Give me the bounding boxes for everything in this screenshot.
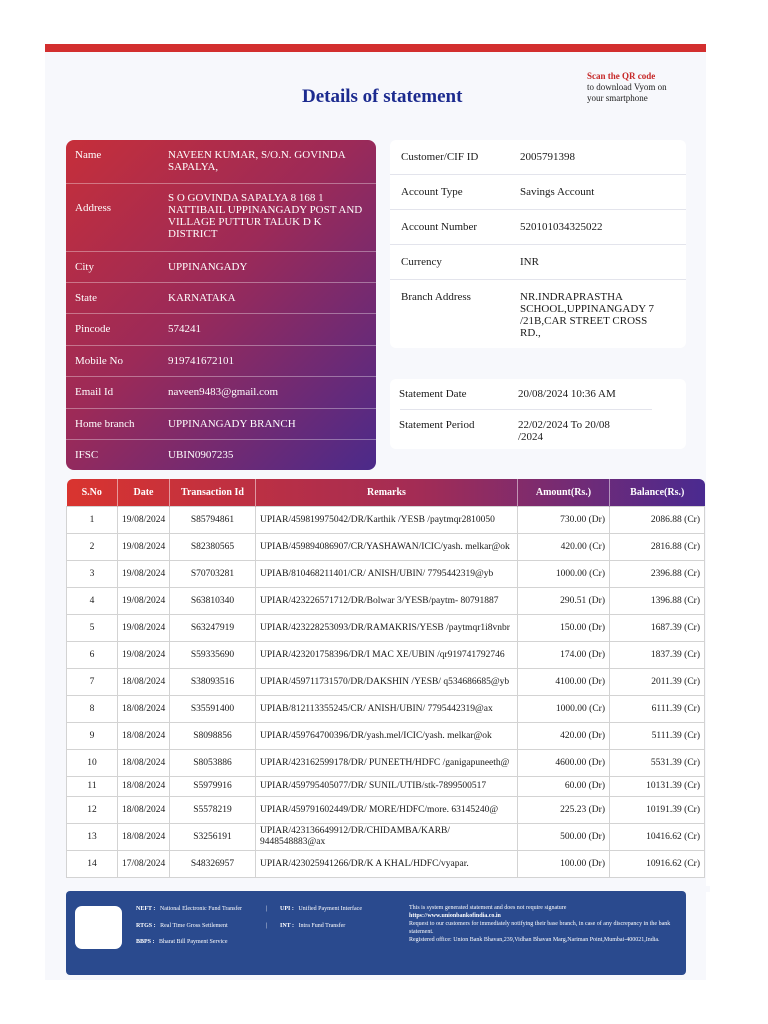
cell-date: 19/08/2024 [118, 588, 170, 615]
cell-remarks: UPIAR/423201758396/DR/I MAC XE/UBIN /qr919741792746 [256, 642, 518, 669]
cell-amount: 1000.00 (Cr) [518, 696, 610, 723]
cell-amount: 100.00 (Dr) [518, 851, 610, 878]
ifsc-value: UBIN0907235 [168, 449, 234, 461]
cell-balance: 10916.62 (Cr) [610, 851, 705, 878]
customer-row-mobile [66, 345, 376, 377]
cell-sno: 9 [67, 723, 118, 750]
table-row [67, 534, 705, 561]
cell-date: 18/08/2024 [118, 824, 170, 851]
cell-amount: 4100.00 (Dr) [518, 669, 610, 696]
statement-date-value: 20/08/2024 10:36 AM [518, 388, 616, 400]
account-details-card [390, 140, 686, 348]
statement-date-label: Statement Date [399, 388, 467, 400]
cell-date: 19/08/2024 [118, 534, 170, 561]
cell-balance: 2816.88 (Cr) [610, 534, 705, 561]
statement-period-value: 22/02/2024 To 20/08 /2024 [518, 419, 610, 443]
table-row [67, 696, 705, 723]
cell-txn-id: S5979916 [170, 777, 256, 797]
cell-remarks: UPIAR/459819975042/DR/Karthik /YESB /paytmqr2810050 [256, 507, 518, 534]
cell-sno: 4 [67, 588, 118, 615]
col-amount-header: Amount(Rs.) [518, 479, 610, 507]
city-value: UPPINANGADY [168, 261, 248, 273]
customer-row-ifsc [66, 439, 376, 470]
glossary-upi [280, 905, 362, 913]
cell-balance: 1396.88 (Cr) [610, 588, 705, 615]
cell-balance: 1687.39 (Cr) [610, 615, 705, 642]
cell-txn-id: S63810340 [170, 588, 256, 615]
name-label: Name [75, 149, 102, 161]
table-header-row [67, 479, 705, 507]
registered-office: Registered office: Union Bank Bhavan,239,Vidhan Bhavan Marg,Nariman Point,Mumbai-400021,India. [409, 937, 660, 943]
glossary-rtgs [136, 922, 228, 930]
table-row [67, 824, 705, 851]
statement-info-card [390, 379, 686, 449]
cell-remarks: UPIAB/810468211401/CR/ ANISH/UBIN/ 7795442319@yb [256, 561, 518, 588]
cell-date: 19/08/2024 [118, 642, 170, 669]
cif-label: Customer/CIF ID [401, 151, 479, 163]
table-row [67, 777, 705, 797]
customer-row-email [66, 376, 376, 409]
cell-sno: 11 [67, 777, 118, 797]
cell-date: 18/08/2024 [118, 696, 170, 723]
col-txn-id-header: Transaction Id [170, 479, 256, 507]
cell-remarks: UPIAR/459711731570/DR/DAKSHIN /YESB/ q534686685@yb [256, 669, 518, 696]
bank-logo [75, 906, 122, 949]
cell-txn-id: S48326957 [170, 851, 256, 878]
divider [390, 244, 686, 245]
transactions-table [66, 479, 705, 878]
cell-sno: 14 [67, 851, 118, 878]
cell-date: 17/08/2024 [118, 851, 170, 878]
cell-balance: 5531.39 (Cr) [610, 750, 705, 777]
statement-period-label: Statement Period [399, 419, 475, 431]
cell-date: 18/08/2024 [118, 723, 170, 750]
cell-sno: 1 [67, 507, 118, 534]
footer-banner [66, 891, 686, 975]
cell-amount: 290.51 (Dr) [518, 588, 610, 615]
mobile-label: Mobile No [75, 355, 123, 367]
cell-date: 19/08/2024 [118, 507, 170, 534]
cell-txn-id: S35591400 [170, 696, 256, 723]
glossary-divider: | [266, 906, 268, 912]
cell-balance: 5111.39 (Cr) [610, 723, 705, 750]
cell-balance: 2011.39 (Cr) [610, 669, 705, 696]
city-label: City [75, 261, 94, 273]
cell-remarks: UPIAR/423136649912/DR/CHIDAMBA/KARB/ 9448548883@ax [256, 824, 518, 851]
cell-date: 18/08/2024 [118, 750, 170, 777]
cell-balance: 2396.88 (Cr) [610, 561, 705, 588]
cell-remarks: UPIAR/423162599178/DR/ PUNEETH/HDFC /ganigapuneeth@ [256, 750, 518, 777]
rtgs-abbr: RTGS : [136, 923, 156, 929]
qr-line-2: to download Vyom on [587, 82, 667, 92]
cell-amount: 60.00 (Dr) [518, 777, 610, 797]
cell-remarks: UPIAR/423025941266/DR/K A KHAL/HDFC/vyapar. [256, 851, 518, 878]
cell-txn-id: S38093516 [170, 669, 256, 696]
address-value: S O GOVINDA SAPALYA 8 168 1 NATTIBAIL UPPINANGADY POST AND VILLAGE PUTTUR TALUK D K DISTRICT [168, 192, 363, 240]
customer-row-city [66, 251, 376, 283]
int-text: Intra Fund Transfer [298, 923, 346, 929]
cell-amount: 420.00 (Cr) [518, 534, 610, 561]
name-value: NAVEEN KUMAR, S/O.N. GOVINDA SAPALYA, [168, 149, 346, 173]
cell-remarks: UPIAR/423228253093/DR/RAMAKRIS/YESB /paytmqr1i8vnbr [256, 615, 518, 642]
account-type-value: Savings Account [520, 186, 595, 198]
discrepancy-note: Request to our customers for immediately notifying their base branch, in case of any discrepancy in the bank statement. [409, 921, 671, 935]
cell-balance: 10191.39 (Cr) [610, 797, 705, 824]
cell-sno: 6 [67, 642, 118, 669]
cell-remarks: UPIAR/459795405077/DR/ SUNIL/UTIB/stk-7899500517 [256, 777, 518, 797]
table-row [67, 561, 705, 588]
qr-highlight: Scan the QR code [587, 71, 656, 81]
customer-row-pincode [66, 313, 376, 346]
cell-txn-id: S85794861 [170, 507, 256, 534]
cell-amount: 150.00 (Dr) [518, 615, 610, 642]
bbps-abbr: BBPS : [136, 939, 155, 945]
cell-sno: 13 [67, 824, 118, 851]
table-row [67, 642, 705, 669]
cell-date: 18/08/2024 [118, 777, 170, 797]
cell-sno: 5 [67, 615, 118, 642]
cell-amount: 730.00 (Dr) [518, 507, 610, 534]
customer-row-state [66, 282, 376, 314]
state-label: State [75, 292, 97, 304]
customer-row-address [66, 183, 376, 252]
home-branch-label: Home branch [75, 418, 135, 430]
state-value: KARNATAKA [168, 292, 236, 304]
cell-date: 18/08/2024 [118, 669, 170, 696]
cell-txn-id: S63247919 [170, 615, 256, 642]
cell-txn-id: S70703281 [170, 561, 256, 588]
cell-amount: 1000.00 (Cr) [518, 561, 610, 588]
table-row [67, 750, 705, 777]
home-branch-value: UPPINANGADY BRANCH [168, 418, 296, 430]
cell-date: 18/08/2024 [118, 797, 170, 824]
glossary-int [280, 922, 345, 930]
footer-notes [409, 904, 679, 944]
branch-address-label: Branch Address [401, 291, 471, 303]
divider [390, 174, 686, 175]
divider [400, 409, 652, 410]
cell-txn-id: S8098856 [170, 723, 256, 750]
currency-label: Currency [401, 256, 442, 268]
cell-remarks: UPIAR/459791602449/DR/ MORE/HDFC/more. 63145240@ [256, 797, 518, 824]
cell-amount: 174.00 (Dr) [518, 642, 610, 669]
cell-balance: 10131.39 (Cr) [610, 777, 705, 797]
cell-balance: 6111.39 (Cr) [610, 696, 705, 723]
cell-sno: 3 [67, 561, 118, 588]
account-type-label: Account Type [401, 186, 463, 198]
divider [390, 209, 686, 210]
ifsc-label: IFSC [75, 449, 99, 461]
cell-remarks: UPIAR/459764700396/DR/yash.mel/ICIC/yash. melkar@ok [256, 723, 518, 750]
cell-txn-id: S5578219 [170, 797, 256, 824]
cell-remarks: UPIAB/459894086907/CR/YASHAWAN/ICIC/yash. melkar@ok [256, 534, 518, 561]
neft-abbr: NEFT : [136, 906, 156, 912]
account-number-label: Account Number [401, 221, 478, 233]
cell-amount: 225.23 (Dr) [518, 797, 610, 824]
cell-date: 19/08/2024 [118, 615, 170, 642]
cell-balance: 1837.39 (Cr) [610, 642, 705, 669]
col-sno-header: S.No [67, 479, 118, 507]
cell-sno: 2 [67, 534, 118, 561]
cif-value: 2005791398 [520, 151, 575, 163]
system-generated-note: This is system generated statement and does not require signature [409, 905, 567, 911]
mobile-value: 919741672101 [168, 355, 234, 367]
cell-txn-id: S82380565 [170, 534, 256, 561]
cell-balance: 10416.62 (Cr) [610, 824, 705, 851]
bbps-text: Bharat Bill Payment Service [159, 939, 228, 945]
cell-amount: 420.00 (Dr) [518, 723, 610, 750]
qr-instructions [587, 71, 667, 104]
col-date-header: Date [118, 479, 170, 507]
table-row [67, 669, 705, 696]
qr-line-3: your smartphone [587, 93, 648, 103]
cell-amount: 4600.00 (Dr) [518, 750, 610, 777]
divider [390, 279, 686, 280]
table-row [67, 723, 705, 750]
pincode-label: Pincode [75, 323, 111, 335]
customer-row-name [66, 140, 376, 184]
customer-details-card [66, 140, 376, 470]
cell-balance: 2086.88 (Cr) [610, 507, 705, 534]
table-row [67, 797, 705, 824]
account-number-value: 520101034325022 [520, 221, 603, 233]
customer-row-home-branch [66, 408, 376, 440]
cell-remarks: UPIAB/812113355245/CR/ ANISH/UBIN/ 7795442319@ax [256, 696, 518, 723]
address-label: Address [75, 202, 112, 214]
cell-remarks: UPIAR/423226571712/DR/Bolwar 3/YESB/paytm- 80791887 [256, 588, 518, 615]
glossary-divider: | [266, 923, 268, 929]
upi-text: Unified Payment Interface [298, 906, 362, 912]
cell-sno: 7 [67, 669, 118, 696]
glossary-bbps [136, 938, 228, 946]
table-row [67, 507, 705, 534]
cell-amount: 500.00 (Dr) [518, 824, 610, 851]
cell-txn-id: S8053886 [170, 750, 256, 777]
col-remarks-header: Remarks [256, 479, 518, 507]
branch-address-value: NR.INDRAPRASTHA SCHOOL,UPPINANGADY 7 /21B,CAR STREET CROSS RD., [520, 291, 655, 339]
top-accent-bar [45, 44, 706, 52]
currency-value: INR [520, 256, 539, 268]
glossary-neft [136, 905, 242, 913]
pincode-value: 574241 [168, 323, 201, 335]
table-row [67, 851, 705, 878]
bank-website-link[interactable]: https://www.unionbankofindia.co.in [409, 913, 501, 919]
int-abbr: INT : [280, 923, 295, 929]
col-balance-header: Balance(Rs.) [630, 487, 685, 498]
email-value: naveen9483@gmail.com [168, 386, 279, 398]
rtgs-text: Real Time Gross Settlement [160, 923, 228, 929]
cell-txn-id: S59335690 [170, 642, 256, 669]
cell-sno: 12 [67, 797, 118, 824]
neft-text: National Electronic Fund Transfer [159, 906, 243, 912]
upi-abbr: UPI : [280, 906, 294, 912]
cell-sno: 8 [67, 696, 118, 723]
cell-sno: 10 [67, 750, 118, 777]
email-label: Email Id [75, 386, 114, 398]
table-row [67, 588, 705, 615]
page-title: Details of statement [302, 86, 463, 107]
cell-txn-id: S3256191 [170, 824, 256, 851]
table-row [67, 615, 705, 642]
cell-date: 19/08/2024 [118, 561, 170, 588]
